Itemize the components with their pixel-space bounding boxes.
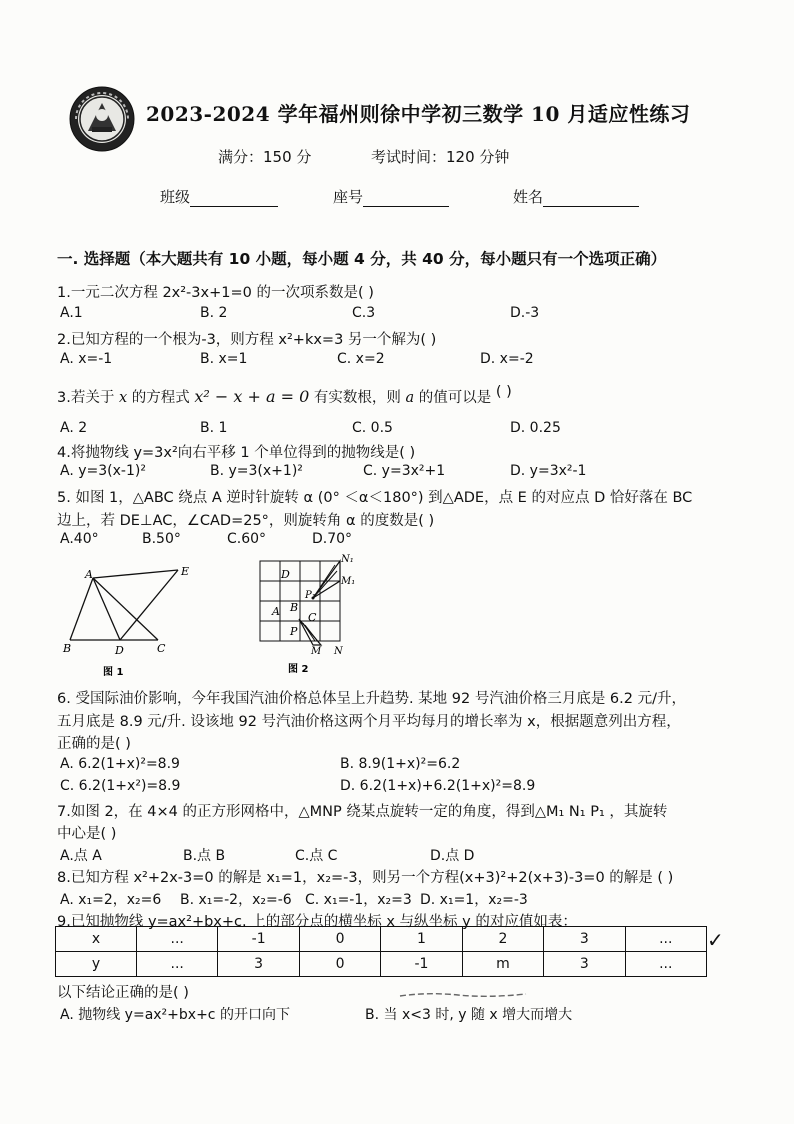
q7-option-c[interactable]: C.点 C — [295, 848, 338, 864]
q4-option-d[interactable]: D. y=3x²-1 — [510, 463, 587, 479]
table-cell: ... — [137, 952, 218, 977]
table-row — [56, 952, 707, 977]
q3-stem — [57, 386, 512, 407]
page-title: 2023-2024 学年福州则徐中学初三数学 10 月适应性练习 — [146, 102, 691, 126]
fig2-label-n1: N₁ — [341, 554, 354, 565]
name-blank[interactable] — [543, 190, 639, 207]
fig2-label-d: D — [281, 568, 290, 581]
fig1-label-a: A — [85, 568, 93, 581]
fig1-label-b: B — [63, 642, 72, 655]
q5-line2: 边上，若 DE⊥AC，∠CAD=25°，则旋转角 α 的度数是( ) — [57, 513, 435, 529]
seat-label: 座号 — [333, 188, 364, 206]
q3-paren: ( ) — [495, 384, 512, 400]
q3-equation: x² − x + a = 0 — [194, 387, 310, 406]
table-cell: ... — [625, 927, 706, 952]
q7-line1: 7.如图 2，在 4×4 的正方形网格中，△MNP 绕某点旋转一定的角度，得到△M₁ N₁ P₁ ，其旋转 — [57, 804, 668, 820]
q6-line1: 6. 受国际油价影响，今年我国汽油价格总体呈上升趋势. 某地 92 号汽油价格三月底是 6.2 元/升， — [57, 691, 686, 707]
table-cell: 2 — [462, 927, 543, 952]
q7-option-d[interactable]: D.点 D — [430, 848, 475, 864]
table-cell: -1 — [218, 927, 299, 952]
q6-line3: 正确的是( ) — [57, 736, 131, 752]
q8-stem: 8.已知方程 x²+2x-3=0 的解是 x₁=1，x₂=-3，则另一个方程(x+3)²+2(x+3)-3=0 的解是 ( ) — [57, 870, 674, 886]
q3-option-c[interactable]: C. 0.5 — [352, 420, 393, 436]
q3-option-d[interactable]: D. 0.25 — [510, 420, 561, 436]
q9-conclusion: 以下结论正确的是( ) — [57, 985, 189, 1001]
q3-var-a: a — [405, 390, 415, 406]
q6-line2: 五月底是 8.9 元/升. 设该地 92 号汽油价格这两个月平均每月的增长率为 x，根据题意列出方程， — [57, 714, 681, 730]
table-row — [56, 927, 707, 952]
table-cell: ... — [625, 952, 706, 977]
fig1-label-c: C — [157, 642, 166, 655]
q1-option-a[interactable]: A.1 — [60, 305, 83, 321]
q3-stem-b: 的方程式 — [131, 390, 190, 406]
figure-1-triangle-rotation — [55, 560, 205, 680]
fig2-caption: 图 2 — [288, 664, 309, 675]
handwritten-check-mark: ✓ — [707, 928, 724, 952]
table-cell: ... — [137, 927, 218, 952]
q2-option-a[interactable]: A. x=-1 — [60, 351, 113, 367]
q9-option-b[interactable]: B. 当 x<3 时, y 随 x 增大而增大 — [365, 1007, 573, 1023]
q5-option-a[interactable]: A.40° — [60, 531, 99, 547]
q1-stem: 1.一元二次方程 2x²-3x+1=0 的一次项系数是( ) — [57, 285, 374, 301]
name-field[interactable] — [513, 186, 639, 207]
q2-stem: 2.已知方程的一个根为-3，则方程 x²+kx=3 另一个解为( ) — [57, 332, 437, 348]
section-heading: 一. 选择题（本大题共有 10 小题，每小题 4 分，共 40 分，每小题只有一个选项正确） — [57, 250, 667, 268]
fig1-caption: 图 1 — [103, 667, 124, 678]
q4-option-b[interactable]: B. y=3(x+1)² — [210, 463, 303, 479]
q8-option-c[interactable]: C. x₁=-1，x₂=3 — [305, 892, 412, 908]
table-cell: x — [56, 927, 137, 952]
q9-stem: 9.已知抛物线 y=ax²+bx+c. 上的部分点的横坐标 x 与纵坐标 y 的对应值如表： — [57, 914, 577, 930]
seat-blank[interactable] — [363, 190, 449, 207]
q2-option-b[interactable]: B. x=1 — [200, 351, 248, 367]
table-cell: 3 — [544, 952, 625, 977]
q7-line2: 中心是( ) — [57, 826, 117, 842]
fig2-label-p: P — [290, 625, 298, 638]
q7-option-b[interactable]: B.点 B — [183, 848, 226, 864]
q9-value-table — [55, 926, 707, 977]
table-cell: 1 — [381, 927, 462, 952]
fig1-label-e: E — [181, 565, 190, 578]
fig2-label-c: C — [308, 611, 317, 624]
q3-option-a[interactable]: A. 2 — [60, 420, 88, 436]
seat-field[interactable] — [333, 186, 449, 207]
q2-option-c[interactable]: C. x=2 — [337, 351, 385, 367]
q1-option-d[interactable]: D.-3 — [510, 305, 540, 321]
q6-option-b[interactable]: B. 8.9(1+x)²=6.2 — [340, 756, 461, 772]
q1-option-b[interactable]: B. 2 — [200, 305, 228, 321]
pencil-scribble-mark — [398, 990, 528, 1000]
q6-option-a[interactable]: A. 6.2(1+x)²=8.9 — [60, 756, 180, 772]
q3-stem-a: 3.若关于 — [57, 390, 115, 406]
q5-line1: 5. 如图 1，△ABC 绕点 A 逆时针旋转 α (0° ＜α＜180°) 到△ADE，点 E 的对应点 D 恰好落在 BC — [57, 490, 693, 506]
q3-var-x: x — [118, 390, 128, 406]
q8-option-b[interactable]: B. x₁=-2，x₂=-6 — [180, 892, 292, 908]
figure-2-grid-rotation — [255, 553, 365, 678]
q5-option-c[interactable]: C.60° — [227, 531, 267, 547]
table-cell: 3 — [218, 952, 299, 977]
fig2-label-n: N — [334, 646, 343, 657]
table-cell: -1 — [381, 952, 462, 977]
table-cell: y — [56, 952, 137, 977]
q5-option-b[interactable]: B.50° — [142, 531, 181, 547]
q3-stem-c: 有实数根，则 — [313, 390, 401, 406]
q9-option-a[interactable]: A. 抛物线 y=ax²+bx+c 的开口向下 — [60, 1007, 290, 1023]
q4-option-c[interactable]: C. y=3x²+1 — [363, 463, 446, 479]
exam-time: 考试时间：120 分钟 — [371, 148, 510, 166]
q7-option-a[interactable]: A.点 A — [60, 848, 102, 864]
class-blank[interactable] — [190, 190, 278, 207]
q8-option-d[interactable]: D. x₁=1，x₂=-3 — [420, 892, 528, 908]
fig2-label-m1: M₁ — [341, 576, 356, 587]
q6-option-d[interactable]: D. 6.2(1+x)+6.2(1+x)²=8.9 — [340, 778, 536, 794]
class-field[interactable] — [160, 186, 278, 207]
fig1-label-d: D — [115, 644, 124, 657]
full-score: 满分：150 分 — [218, 148, 312, 166]
q6-option-c[interactable]: C. 6.2(1+x²)=8.9 — [60, 778, 181, 794]
q1-option-c[interactable]: C.3 — [352, 305, 376, 321]
table-cell: 3 — [544, 927, 625, 952]
table-cell: m — [462, 952, 543, 977]
table-cell: 0 — [299, 927, 380, 952]
school-seal-logo — [68, 85, 136, 153]
q8-option-a[interactable]: A. x₁=2，x₂=6 — [60, 892, 162, 908]
q3-stem-d: 的值可以是 — [418, 390, 492, 406]
fig2-label-a: A — [272, 605, 280, 618]
table-cell: 0 — [299, 952, 380, 977]
q3-option-b[interactable]: B. 1 — [200, 420, 228, 436]
fig2-label-b: B — [290, 601, 299, 614]
class-label: 班级 — [160, 188, 191, 206]
fig2-label-m: M — [311, 646, 322, 657]
fig2-label-p1: P₁ — [305, 590, 316, 601]
q2-option-d[interactable]: D. x=-2 — [480, 351, 534, 367]
q4-stem: 4.将抛物线 y=3x²向右平移 1 个单位得到的抛物线是( ) — [57, 445, 416, 461]
name-label: 姓名 — [513, 188, 544, 206]
q5-option-d[interactable]: D.70° — [312, 531, 353, 547]
q4-option-a[interactable]: A. y=3(x-1)² — [60, 463, 146, 479]
